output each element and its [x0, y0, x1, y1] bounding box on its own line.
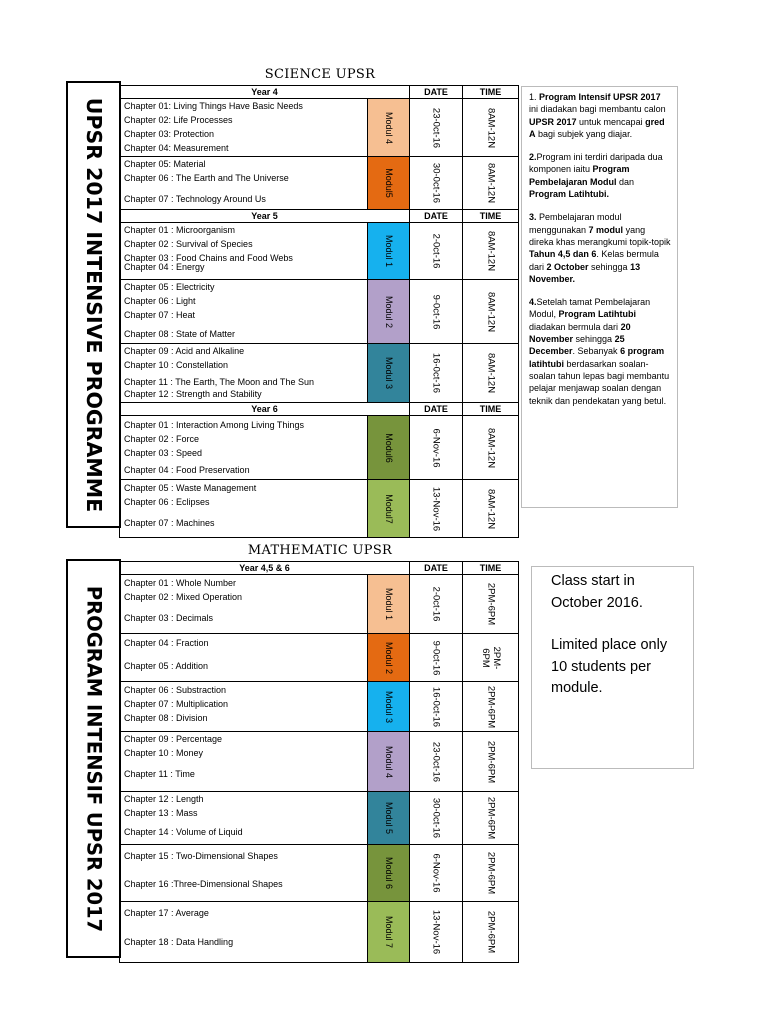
- module-date: [410, 223, 463, 280]
- module-name: Modul 4: [383, 111, 394, 144]
- date-value: 9-0ct-16: [430, 640, 442, 675]
- module-row: [120, 223, 519, 280]
- date-header: DATE: [410, 562, 463, 575]
- chapter-item: Chapter 14 : Volume of Liquid: [124, 827, 243, 837]
- module-name: Modul 4: [383, 745, 394, 778]
- note-2: 2.Program ini terdiri daripada dua komponen iaitu Program Pembelajaran Modul dan Program Latihtubi.: [529, 152, 663, 200]
- chapter-item: Chapter 16 :Three-Dimensional Shapes: [124, 879, 283, 889]
- chapter-item: Chapter 15 : Two-Dimensional Shapes: [124, 851, 278, 861]
- chapter-item: Chapter 06 : The Earth and The Universe: [124, 173, 289, 183]
- year-header: Year 6: [120, 403, 410, 416]
- date-value: 30-0ct-16: [430, 797, 442, 839]
- time-value: 2PM-6PM: [485, 910, 497, 954]
- module-row: [120, 792, 519, 845]
- chapter-list: [120, 99, 368, 157]
- chapter-item: Chapter 03: Protection: [124, 129, 215, 139]
- date-value: 13-Nov-16: [430, 486, 442, 531]
- date-value: 6-Nov-16: [430, 853, 442, 893]
- module-time: [463, 344, 519, 403]
- module-label: [368, 416, 410, 480]
- module-label: [368, 280, 410, 344]
- module-label: [368, 344, 410, 403]
- note-3: 3. Pembelajaran modul menggunakan 7 modul yang direka khas merangkumi topik-topik Tahun 4,5 dan 6. Kelas bermula dari 2 October sehingga 13 November.: [529, 212, 671, 284]
- chapter-list: [120, 845, 368, 902]
- module-label: [368, 575, 410, 634]
- math-banner-text: PROGRAM INTENSIF UPSR 2017: [82, 585, 105, 932]
- science-notes-box: [521, 86, 678, 508]
- module-name: Modul 7: [383, 915, 394, 949]
- module-row: [120, 575, 519, 634]
- module-label: [368, 634, 410, 682]
- time-header: TIME: [463, 210, 519, 223]
- module-label: [368, 845, 410, 902]
- science-banner: [66, 81, 121, 528]
- module-row: [120, 732, 519, 792]
- chapter-item: Chapter 03 : Decimals: [124, 613, 214, 623]
- date-header: DATE: [410, 210, 463, 223]
- year-header: Year 4: [120, 86, 410, 99]
- chapter-item: Chapter 10 : Constellation: [124, 360, 229, 370]
- chapter-list: [120, 280, 368, 344]
- time-value: 8AM-12N: [485, 162, 496, 204]
- chapter-item: Chapter 06 : Eclipses: [124, 497, 210, 507]
- module-date: [410, 575, 463, 634]
- chapter-item: Chapter 07 : Heat: [124, 310, 196, 320]
- module-time: [463, 792, 519, 845]
- chapter-item: Chapter 11 : Time: [124, 769, 195, 779]
- module-row: [120, 280, 519, 344]
- date-value: 23-0ct-16: [430, 741, 442, 782]
- chapter-item: Chapter 02 : Survival of Species: [124, 239, 253, 249]
- chapter-list: [120, 575, 368, 634]
- note-1: 1. Program Intensif UPSR 2017 ini diadakan bagi membantu calon UPSR 2017 untuk mencapai gred A bagi subjek yang diajar.: [529, 92, 666, 139]
- math-heading: MATHEMATIC UPSR: [247, 543, 393, 558]
- chapter-item: Chapter 06 : Substraction: [124, 685, 227, 695]
- module-time: [463, 732, 519, 792]
- chapter-item: Chapter 02: Life Processes: [124, 115, 233, 125]
- module-name: Modul 6: [383, 856, 394, 890]
- chapter-item: Chapter 12 : Strength and Stability: [124, 389, 262, 399]
- module-date: [410, 682, 463, 732]
- date-value: 6-Nov-16: [430, 427, 442, 468]
- module-date: [410, 280, 463, 344]
- chapter-item: Chapter 02 : Force: [124, 434, 200, 444]
- chapter-item: Chapter 04 : Food Preservation: [124, 465, 250, 475]
- time-header: TIME: [463, 403, 519, 416]
- chapter-item: Chapter 17 : Average: [124, 908, 209, 918]
- chapter-item: Chapter 03 : Speed: [124, 448, 203, 458]
- math-note-1: Class start in October 2016.: [551, 573, 643, 611]
- time-value: 2PM-6PM: [485, 685, 497, 728]
- date-value: 2-0ct-16: [430, 586, 442, 622]
- module-name: Modul6: [383, 432, 394, 463]
- module-time: [463, 682, 519, 732]
- chapter-list: [120, 480, 368, 538]
- module-row: [120, 416, 519, 480]
- date-value: 16-0ct-16: [430, 352, 442, 394]
- module-date: [410, 157, 463, 210]
- module-row: [120, 480, 519, 538]
- module-time: [463, 902, 519, 963]
- science-banner-text: UPSR 2017 INTENSIVE PROGRAMME: [81, 97, 106, 512]
- time-value: 2PM- 6PM: [479, 646, 502, 669]
- module-label: [368, 480, 410, 538]
- date-value: 30-0ct-16: [430, 162, 442, 204]
- chapter-item: Chapter 01 : Microorganism: [124, 225, 236, 235]
- chapter-list: [120, 792, 368, 845]
- module-name: Modul 1: [383, 587, 394, 621]
- module-date: [410, 416, 463, 480]
- date-header: DATE: [410, 86, 463, 99]
- chapter-item: Chapter 03 : Food Chains and Food Webs: [124, 253, 293, 263]
- chapter-item: Chapter 09 : Percentage: [124, 734, 223, 744]
- time-value: 8AM-12N: [485, 427, 496, 468]
- module-time: [463, 99, 519, 157]
- module-label: [368, 682, 410, 732]
- chapter-item: Chapter 01 : Whole Number: [124, 578, 237, 588]
- chapter-item: Chapter 06 : Light: [124, 296, 196, 306]
- chapter-item: Chapter 10 : Money: [124, 748, 204, 758]
- chapter-list: [120, 157, 368, 210]
- chapter-list: [120, 902, 368, 963]
- chapter-item: Chapter 01 : Interaction Among Living Things: [124, 420, 304, 430]
- module-label: [368, 792, 410, 845]
- time-value: 8AM-12N: [485, 107, 496, 148]
- chapter-list: [120, 344, 368, 403]
- year-header: Year 5: [120, 210, 410, 223]
- date-value: 23-0ct-16: [430, 107, 442, 148]
- module-time: [463, 157, 519, 210]
- module-name: Modul 1: [383, 234, 394, 268]
- header-row: [120, 403, 519, 416]
- chapter-item: Chapter 05 : Addition: [124, 661, 209, 671]
- module-time: [463, 416, 519, 480]
- date-value: 13-Nov-16: [430, 909, 442, 955]
- chapter-item: Chapter 12 : Length: [124, 794, 204, 804]
- module-name: Modul5: [383, 168, 394, 198]
- time-value: 8AM-12N: [485, 488, 496, 529]
- module-row: [120, 634, 519, 682]
- note-4: 4.Setelah tamat Pembelajaran Modul, Program Latihtubi diadakan bermula dari 20 November sehingga 25 December. Sebanyak 6 program latihtubi berdasarkan soalan-soalan tahun lepas bagi membantu pelajar menjawap soalan dengan teknik dan pendekatan yang betul.: [529, 297, 670, 406]
- header-row: [120, 562, 519, 575]
- chapter-item: Chapter 05 : Electricity: [124, 282, 215, 292]
- time-header: TIME: [463, 86, 519, 99]
- module-time: [463, 575, 519, 634]
- module-date: [410, 99, 463, 157]
- module-row: [120, 157, 519, 210]
- time-header: TIME: [463, 562, 519, 575]
- time-value: 2PM-6PM: [485, 582, 497, 626]
- time-value: 2PM-6PM: [485, 796, 497, 840]
- chapter-item: Chapter 05: Material: [124, 159, 206, 169]
- module-date: [410, 845, 463, 902]
- module-time: [463, 845, 519, 902]
- module-row: [120, 344, 519, 403]
- time-value: 2PM-6PM: [485, 740, 497, 783]
- science-heading: SCIENCE UPSR: [264, 67, 376, 82]
- chapter-list: [120, 732, 368, 792]
- chapter-list: [120, 223, 368, 280]
- module-name: Modul 2: [383, 295, 394, 328]
- date-header: DATE: [410, 403, 463, 416]
- module-row: [120, 99, 519, 157]
- module-name: Modul 2: [383, 641, 394, 674]
- module-label: [368, 223, 410, 280]
- module-name: Modul 3: [383, 356, 394, 390]
- chapter-item: Chapter 11 : The Earth, The Moon and The Sun: [124, 377, 314, 387]
- module-date: [410, 902, 463, 963]
- module-name: Modul7: [383, 493, 394, 524]
- module-label: [368, 902, 410, 963]
- module-label: [368, 99, 410, 157]
- chapter-list: [120, 634, 368, 682]
- module-date: [410, 634, 463, 682]
- module-date: [410, 732, 463, 792]
- math-banner: [66, 559, 121, 958]
- module-row: [120, 682, 519, 732]
- chapter-item: Chapter 04: Measurement: [124, 143, 229, 153]
- module-time: [463, 280, 519, 344]
- time-value: 2PM-6PM: [485, 851, 497, 895]
- year-header: Year 4,5 & 6: [120, 562, 410, 575]
- module-time: [463, 223, 519, 280]
- module-label: [368, 157, 410, 210]
- header-row: [120, 86, 519, 99]
- module-name: Modul 5: [383, 801, 394, 835]
- math-schedule-table: [119, 561, 519, 963]
- math-notes-box: [531, 566, 694, 769]
- chapter-item: Chapter 09 : Acid and Alkaline: [124, 346, 245, 356]
- module-time: [463, 634, 519, 682]
- header-row: [120, 210, 519, 223]
- time-value: 8AM-12N: [485, 291, 496, 332]
- chapter-item: Chapter 08 : State of Matter: [124, 329, 236, 339]
- time-value: 8AM-12N: [485, 352, 496, 394]
- module-name: Modul 3: [383, 690, 394, 723]
- chapter-item: Chapter 13 : Mass: [124, 808, 198, 818]
- module-date: [410, 344, 463, 403]
- chapter-item: Chapter 07 : Multiplication: [124, 699, 229, 709]
- chapter-item: Chapter 18 : Data Handling: [124, 937, 234, 947]
- chapter-item: Chapter 02 : Mixed Operation: [124, 592, 243, 602]
- time-value: 8AM-12N: [485, 230, 496, 272]
- science-schedule-table: [119, 85, 519, 538]
- math-note-2: Limited place only 10 students per module.: [551, 637, 668, 696]
- date-value: 9-0ct-16: [430, 294, 442, 329]
- module-date: [410, 792, 463, 845]
- chapter-item: Chapter 01: Living Things Have Basic Needs: [124, 101, 303, 111]
- chapter-item: Chapter 07 : Machines: [124, 518, 215, 528]
- module-time: [463, 480, 519, 538]
- chapter-item: Chapter 04 : Energy: [124, 262, 205, 272]
- module-label: [368, 732, 410, 792]
- chapter-item: Chapter 07 : Technology Around Us: [124, 194, 266, 204]
- chapter-list: [120, 416, 368, 480]
- chapter-item: Chapter 08 : Division: [124, 713, 208, 723]
- date-value: 2-0ct-16: [430, 233, 442, 269]
- chapter-item: Chapter 05 : Waste Management: [124, 483, 257, 493]
- module-row: [120, 902, 519, 963]
- module-date: [410, 480, 463, 538]
- module-row: [120, 845, 519, 902]
- chapter-list: [120, 682, 368, 732]
- chapter-item: Chapter 04 : Fraction: [124, 638, 209, 648]
- date-value: 16-0ct-16: [430, 686, 442, 727]
